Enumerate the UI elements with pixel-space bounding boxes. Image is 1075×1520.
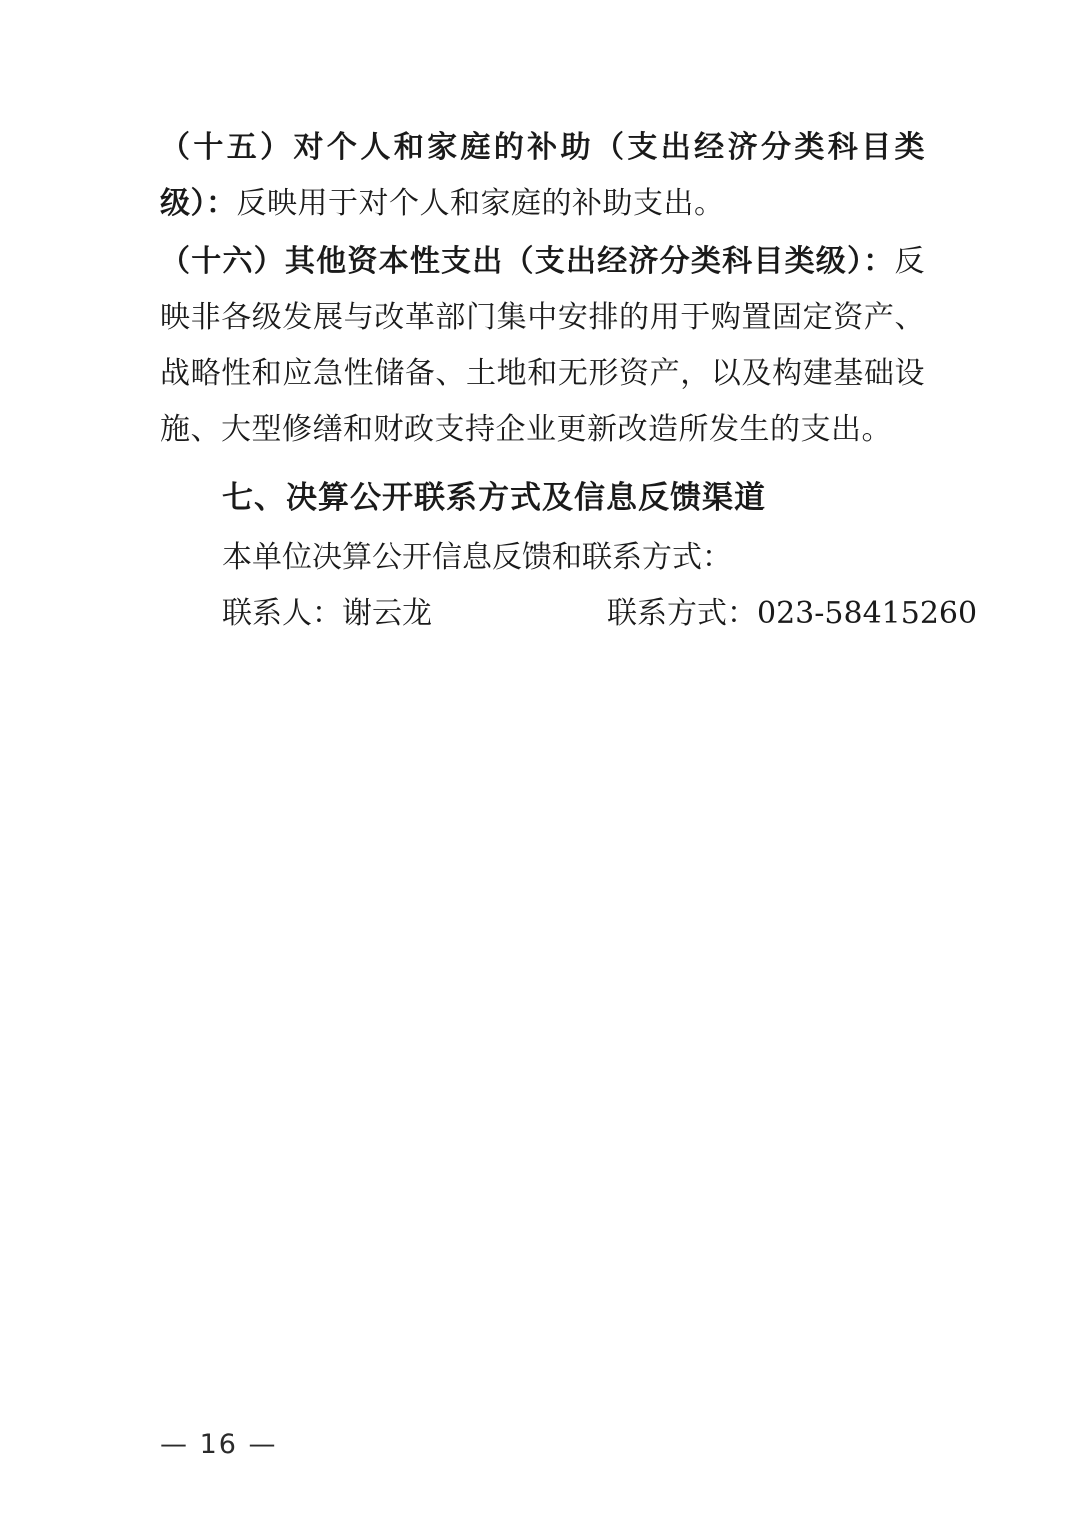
contact-person-label: 联系人： (222, 596, 342, 631)
contact-person-value: 谢云龙 (342, 596, 432, 631)
paragraph-item-15-lead: （十五）对个人和家庭的补助（支出经济分类科目类级）： (160, 130, 925, 221)
paragraph-item-16-lead: （十六）其他资本性支出（支出经济分类科目类级）： (160, 244, 895, 279)
paragraph-item-15 (160, 120, 925, 232)
contact-method-label: 联系方式： (607, 596, 757, 631)
section-intro: 本单位决算公开信息反馈和联系方式： (222, 540, 732, 575)
section-heading: 七、决算公开联系方式及信息反馈渠道 (222, 480, 766, 516)
contact-method-value: 023-58415260 (757, 596, 978, 631)
paragraph-item-16-text: 反映非各级发展与改革部门集中安排的用于购置固定资产、战略性和应急性储备、土地和无形资产，以及构建基础设施、大型修缮和财政支持企业更新改造所发生的支出。 (160, 244, 925, 447)
page-number: — 16 — (160, 1429, 278, 1460)
paragraph-item-15-text: 反映用于对个人和家庭的补助支出。 (236, 186, 725, 221)
contact-row (160, 586, 978, 642)
paragraph-item-16 (160, 234, 925, 458)
